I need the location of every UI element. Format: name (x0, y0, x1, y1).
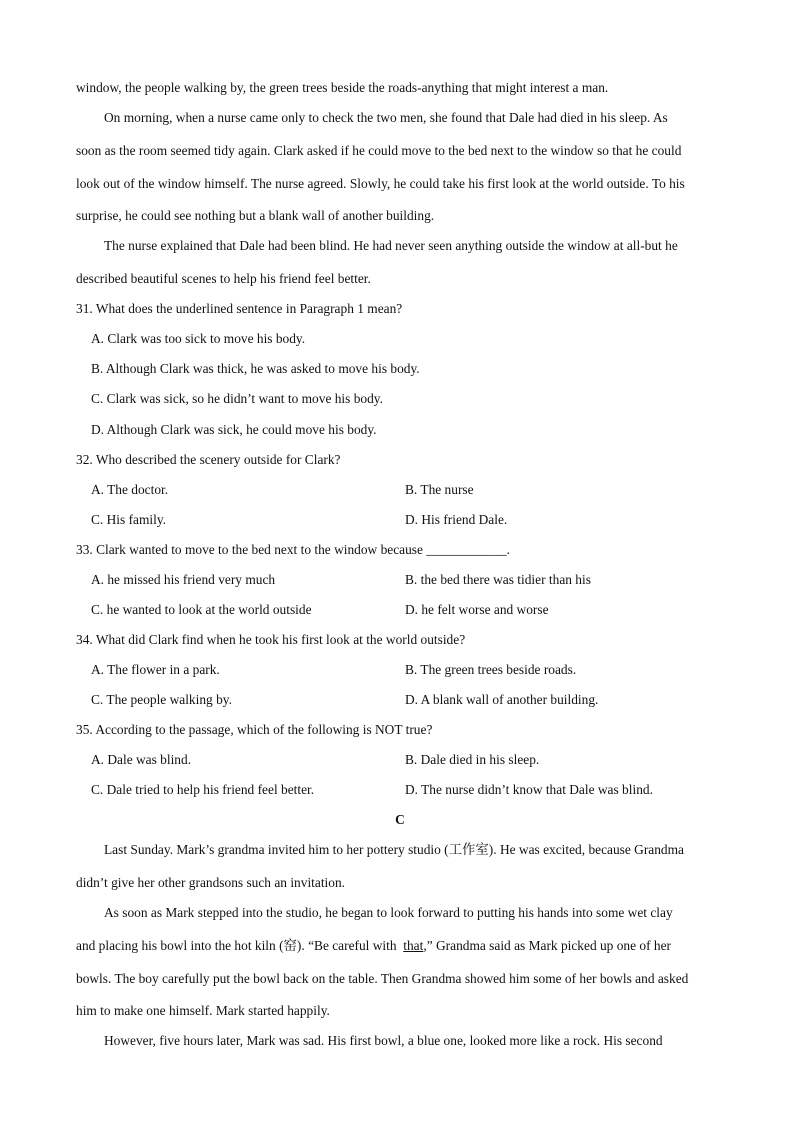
passage-c-paragraph-2-line-3: bowls. The boy carefully put the bowl back on the table. Then Grandma showed him some of her bowls and asked (76, 971, 689, 986)
question-31-option-d: D. Although Clark was sick, he could move his body. (91, 422, 377, 437)
passage-c-paragraph-2-line-1: As soon as Mark stepped into the studio, he began to look forward to putting his hands into some wet clay (104, 905, 673, 920)
passage-c-paragraph-2-line-2-part-1: and placing his bowl into the hot kiln (窑). “Be careful with (76, 938, 404, 953)
question-31-option-a: A. Clark was too sick to move his body. (91, 331, 306, 346)
question-34-option-b: B. The green trees beside roads. (405, 662, 577, 677)
question-31-option-c: C. Clark was sick, so he didn’t want to move his body. (91, 391, 383, 406)
underlined-word-that: that (403, 938, 424, 953)
question-32-stem: 32. Who described the scenery outside for Clark? (76, 452, 341, 467)
passage-c-paragraph-1-line-2: didn’t give her other grandsons such an invitation. (76, 875, 346, 890)
passage-c-paragraph-3-line-1: However, five hours later, Mark was sad. His first bowl, a blue one, looked more like a rock. His second (104, 1033, 663, 1048)
question-35-option-d: D. The nurse didn’t know that Dale was blind. (405, 782, 653, 797)
question-32-option-d: D. His friend Dale. (405, 512, 508, 527)
question-33-option-d: D. he felt worse and worse (405, 602, 549, 617)
question-33-option-b: B. the bed there was tidier than his (405, 572, 591, 587)
question-33-stem: 33. Clark wanted to move to the bed next to the window because ____________. (76, 542, 510, 557)
question-35-stem: 35. According to the passage, which of the following is NOT true? (76, 722, 433, 737)
passage-b-paragraph-3-line-1: The nurse explained that Dale had been blind. He had never seen anything outside the window at all-but he (104, 238, 678, 253)
passage-b-paragraph-2-line-2: soon as the room seemed tidy again. Clark asked if he could move to the bed next to the window so that he could (76, 143, 682, 158)
passage-b-paragraph-3-line-2: described beautiful scenes to help his friend feel better. (76, 271, 371, 286)
question-31-option-b: B. Although Clark was thick, he was asked to move his body. (91, 361, 420, 376)
question-33-option-a: A. he missed his friend very much (91, 572, 276, 587)
question-35-option-a: A. Dale was blind. (91, 752, 192, 767)
passage-b-paragraph-2-line-1: On morning, when a nurse came only to check the two men, she found that Dale had died in his sleep. As (104, 110, 668, 125)
passage-c-paragraph-2-line-2 (76, 937, 726, 955)
passage-b-paragraph-2-line-3: look out of the window himself. The nurse agreed. Slowly, he could take his first look at the world outside. To his (76, 176, 685, 191)
passage-b-line-1: window, the people walking by, the green trees beside the roads-anything that might interest a man. (76, 80, 609, 95)
question-34-option-d: D. A blank wall of another building. (405, 692, 599, 707)
question-34-option-c: C. The people walking by. (91, 692, 232, 707)
question-32-option-a: A. The doctor. (91, 482, 169, 497)
question-33-option-c: C. he wanted to look at the world outside (91, 602, 312, 617)
question-34-option-a: A. The flower in a park. (91, 662, 220, 677)
question-35-option-c: C. Dale tried to help his friend feel better. (91, 782, 315, 797)
question-32-option-b: B. The nurse (405, 482, 474, 497)
passage-c-heading: C (395, 812, 405, 827)
passage-b-paragraph-2-line-4: surprise, he could see nothing but a blank wall of another building. (76, 208, 435, 223)
passage-c-paragraph-2-line-4: him to make one himself. Mark started happily. (76, 1003, 330, 1018)
question-31-stem: 31. What does the underlined sentence in Paragraph 1 mean? (76, 301, 403, 316)
question-32-option-c: C. His family. (91, 512, 167, 527)
question-35-option-b: B. Dale died in his sleep. (405, 752, 540, 767)
question-34-stem: 34. What did Clark find when he took his first look at the world outside? (76, 632, 466, 647)
passage-c-paragraph-1-line-1: Last Sunday. Mark’s grandma invited him to her pottery studio (工作室). He was excited, because Grandma (104, 842, 684, 857)
passage-c-paragraph-2-line-2-part-2: ,” Grandma said as Mark picked up one of her (423, 938, 672, 953)
